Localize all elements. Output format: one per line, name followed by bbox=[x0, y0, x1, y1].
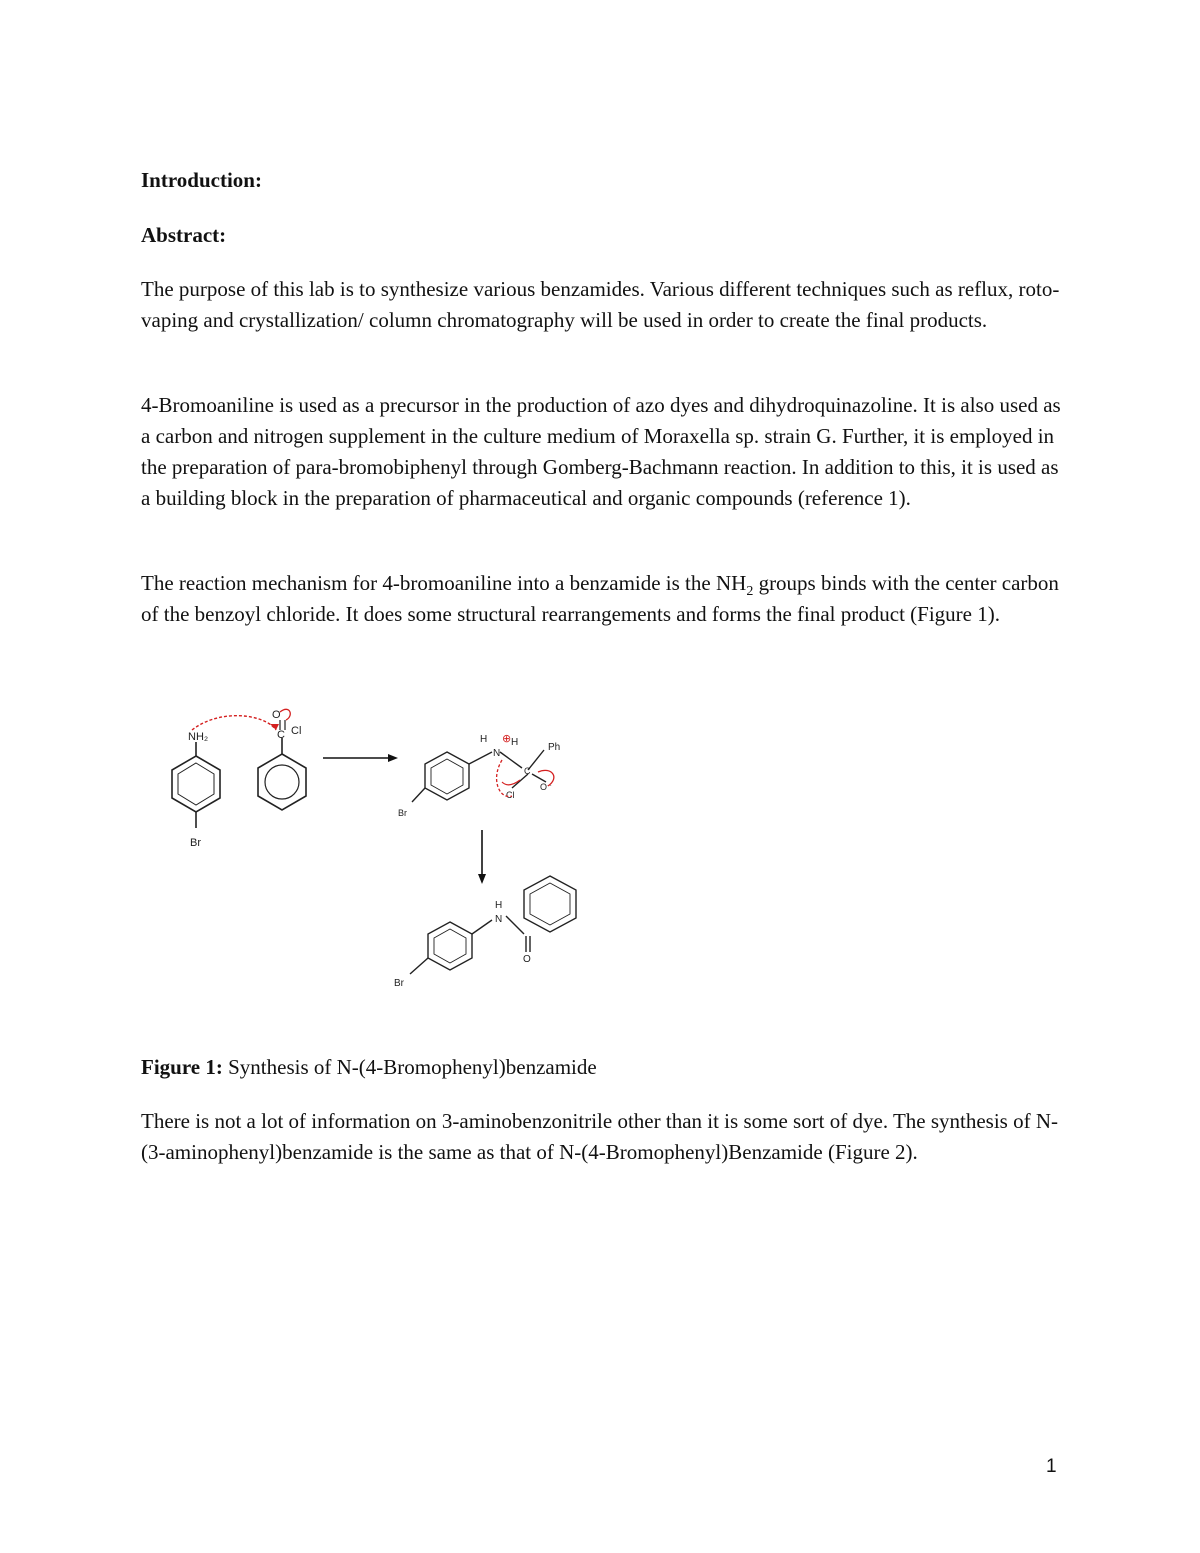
h-label-product: H bbox=[495, 900, 503, 911]
c-label-intermediate: C bbox=[524, 766, 531, 776]
mechanism-paragraph bbox=[141, 568, 1071, 630]
charge-label: ⊕ bbox=[502, 733, 512, 745]
bromoaniline-structure bbox=[172, 742, 220, 828]
ph-label: Ph bbox=[548, 742, 561, 753]
nh2-label: NH₂ bbox=[188, 731, 209, 743]
br-label-intermediate: Br bbox=[398, 808, 407, 818]
h-label-intermediate: H bbox=[480, 734, 488, 745]
arrowhead-down bbox=[478, 874, 486, 884]
intermediate-structure bbox=[412, 750, 546, 802]
mechanism-text-part2: groups binds with the center carbon of the benzoyl chloride. It does some structural rearrangements and forms the final product (Figure 1). bbox=[141, 571, 1059, 626]
bromoaniline-paragraph: 4-Bromoaniline is used as a precursor in the production of azo dyes and dihydroquinazoline. It is also used as a carbon and nitrogen supplement in the culture medium of Moraxella sp. strain G. Further, it is employed in the preparation of para-bromobiphenyl through Gomberg-Bachmann reaction. In addition to this, it is used as a building block in the preparation of pharmaceutical and organic compounds (reference 1). bbox=[141, 393, 1061, 510]
product-structure bbox=[410, 876, 576, 974]
figure1-caption-label: Figure 1: bbox=[141, 1055, 223, 1079]
o-label-product: O bbox=[523, 954, 531, 965]
arrowhead-right bbox=[388, 754, 398, 762]
purpose-paragraph: The purpose of this lab is to synthesize various benzamides. Various different techniques such as reflux, roto-vaping and crystallization/ column chromatography will be used in order to create the final products. bbox=[141, 277, 1060, 332]
cl-label-reactant: Cl bbox=[291, 725, 302, 737]
figure1-caption-text: Synthesis of N-(4-Bromophenyl)benzamide bbox=[222, 1055, 597, 1079]
n-label-product: N bbox=[495, 914, 503, 925]
c-label-reactant: C bbox=[277, 729, 285, 741]
mechanism-text-part1: The reaction mechanism for 4-bromoaniline into a benzamide is the NH bbox=[141, 571, 747, 595]
h2-label-intermediate: H bbox=[511, 737, 519, 748]
page-number: 1 bbox=[1046, 1456, 1057, 1477]
nucleophilic-attack-arrow bbox=[192, 716, 276, 730]
br-label: Br bbox=[190, 837, 201, 849]
carbonyl-arrow bbox=[280, 709, 290, 720]
o-top-label: O bbox=[272, 709, 281, 721]
reaction-scheme-figure bbox=[150, 690, 630, 1010]
o-minus-label: O⁻ bbox=[540, 782, 552, 792]
figure1-caption bbox=[141, 1055, 597, 1080]
n-label-intermediate: N bbox=[493, 748, 501, 759]
mechanism-subscript: 2 bbox=[746, 584, 754, 600]
br-label-product: Br bbox=[394, 978, 404, 989]
abstract-heading: Abstract: bbox=[141, 223, 227, 247]
benzoyl-chloride-structure bbox=[258, 738, 306, 810]
introduction-heading: Introduction: bbox=[141, 168, 262, 192]
cl-label-intermediate: Cl bbox=[506, 790, 515, 800]
aminobenzonitrile-paragraph: There is not a lot of information on 3-aminobenzonitrile other than it is some sort of dye. The synthesis of N-(3-aminophenyl)benzamide is the same as that of N-(4-Bromophenyl)Benzamide (Figure 2). bbox=[141, 1109, 1059, 1164]
